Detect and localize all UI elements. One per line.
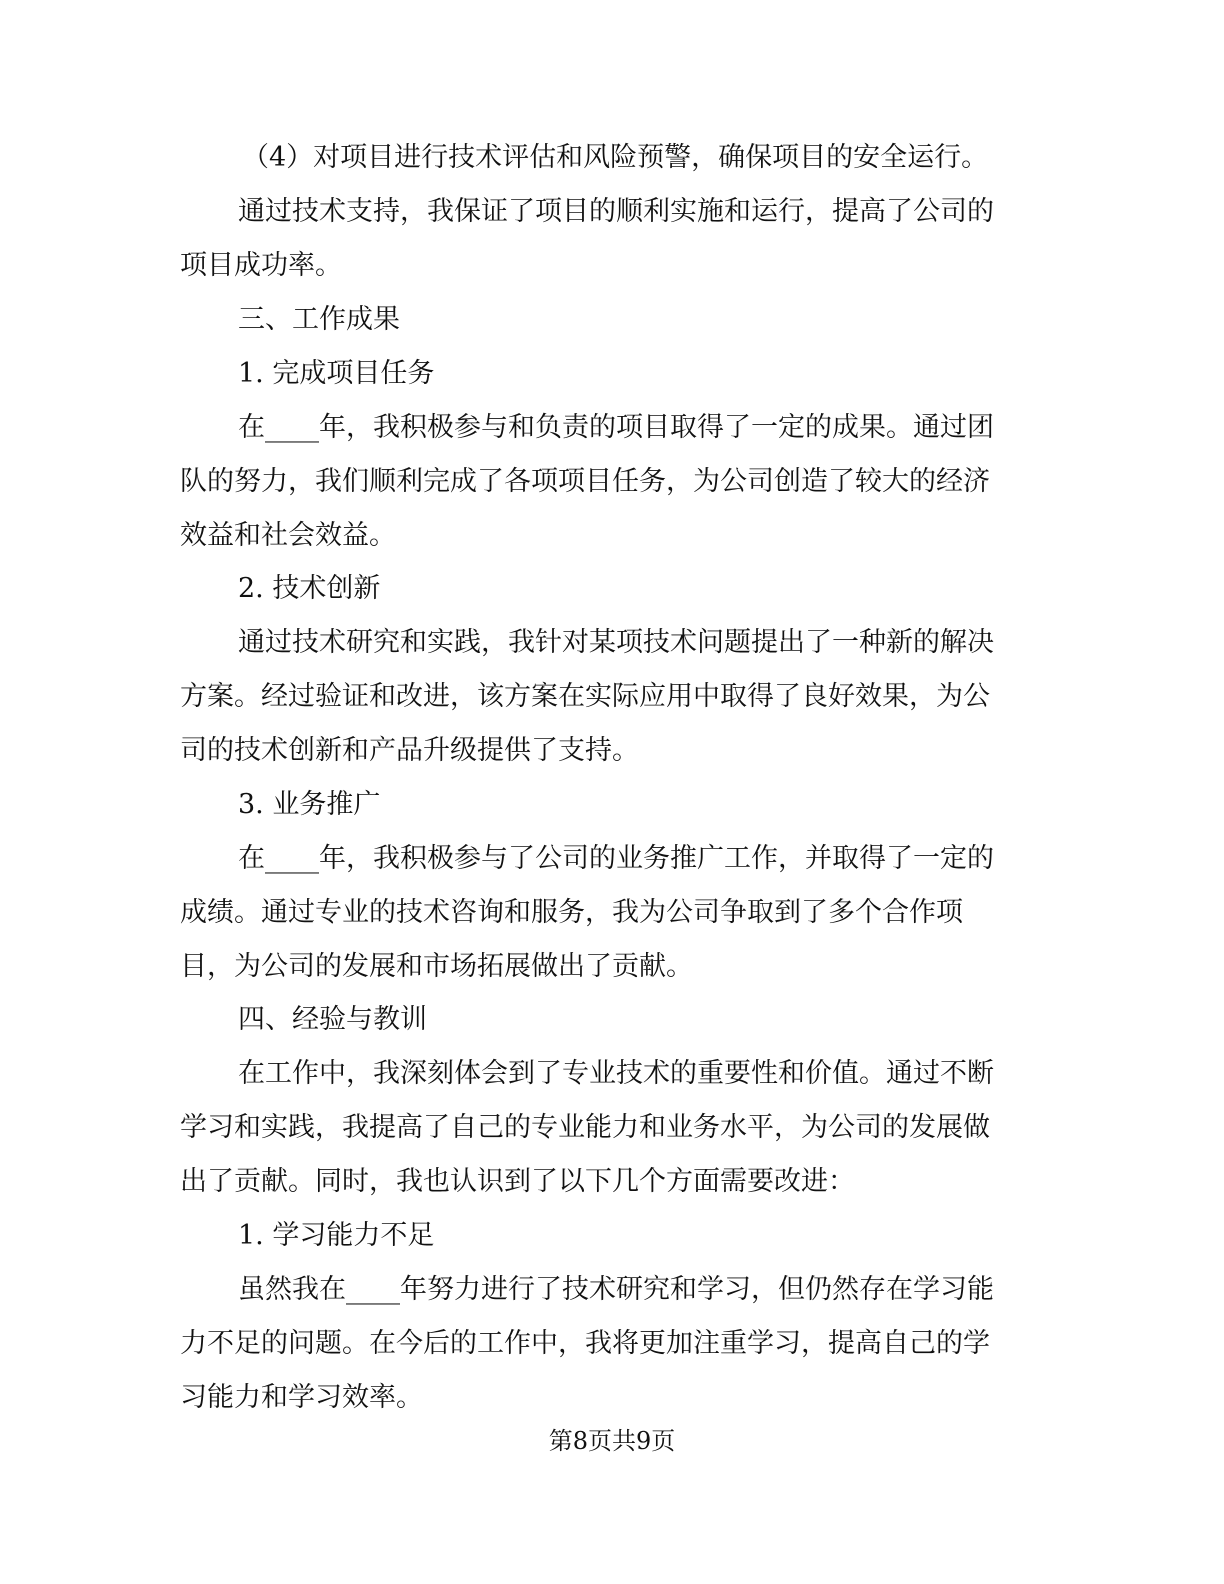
paragraph-line: 虽然我在____年努力进行了技术研究和学习，但仍然存在学习能 [238, 1274, 994, 1305]
list-item-4: （4）对项目进行技术评估和风险预警，确保项目的安全运行。 [242, 142, 989, 173]
paragraph-line: 出了贡献。同时，我也认识到了以下几个方面需要改进： [180, 1166, 855, 1197]
page-number-footer: 第8页共9页 [548, 1427, 676, 1455]
paragraph-line: 通过技术支持，我保证了项目的顺利实施和运行，提高了公司的 [238, 196, 994, 227]
subheading-business-promotion: 3. 业务推广 [238, 789, 381, 820]
paragraph-line: 司的技术创新和产品升级提供了支持。 [180, 735, 639, 766]
paragraph-line: 力不足的问题。在今后的工作中，我将更加注重学习，提高自己的学 [180, 1328, 990, 1359]
paragraph-line: 在____年，我积极参与了公司的业务推广工作，并取得了一定的 [238, 843, 994, 874]
paragraph-line: 效益和社会效益。 [180, 520, 396, 551]
subheading-learning-ability: 1. 学习能力不足 [238, 1220, 435, 1251]
paragraph-line: 在____年，我积极参与和负责的项目取得了一定的成果。通过团 [238, 412, 994, 443]
paragraph-line: 项目成功率。 [180, 250, 342, 281]
subheading-complete-tasks: 1. 完成项目任务 [238, 358, 435, 389]
paragraph-line: 方案。经过验证和改进，该方案在实际应用中取得了良好效果，为公 [180, 681, 990, 712]
subheading-tech-innovation: 2. 技术创新 [238, 573, 381, 604]
paragraph-line: 习能力和学习效率。 [180, 1382, 423, 1413]
paragraph-line: 成绩。通过专业的技术咨询和服务，我为公司争取到了多个合作项 [180, 897, 963, 928]
section-heading-4: 四、经验与教训 [238, 1004, 427, 1035]
paragraph-line: 学习和实践，我提高了自己的专业能力和业务水平，为公司的发展做 [180, 1112, 990, 1143]
paragraph-line: 目，为公司的发展和市场拓展做出了贡献。 [180, 951, 693, 982]
paragraph-line: 队的努力，我们顺利完成了各项项目任务，为公司创造了较大的经济 [180, 466, 990, 497]
paragraph-line: 在工作中，我深刻体会到了专业技术的重要性和价值。通过不断 [238, 1058, 994, 1089]
paragraph-line: 通过技术研究和实践，我针对某项技术问题提出了一种新的解决 [238, 627, 994, 658]
section-heading-3: 三、工作成果 [238, 304, 400, 335]
